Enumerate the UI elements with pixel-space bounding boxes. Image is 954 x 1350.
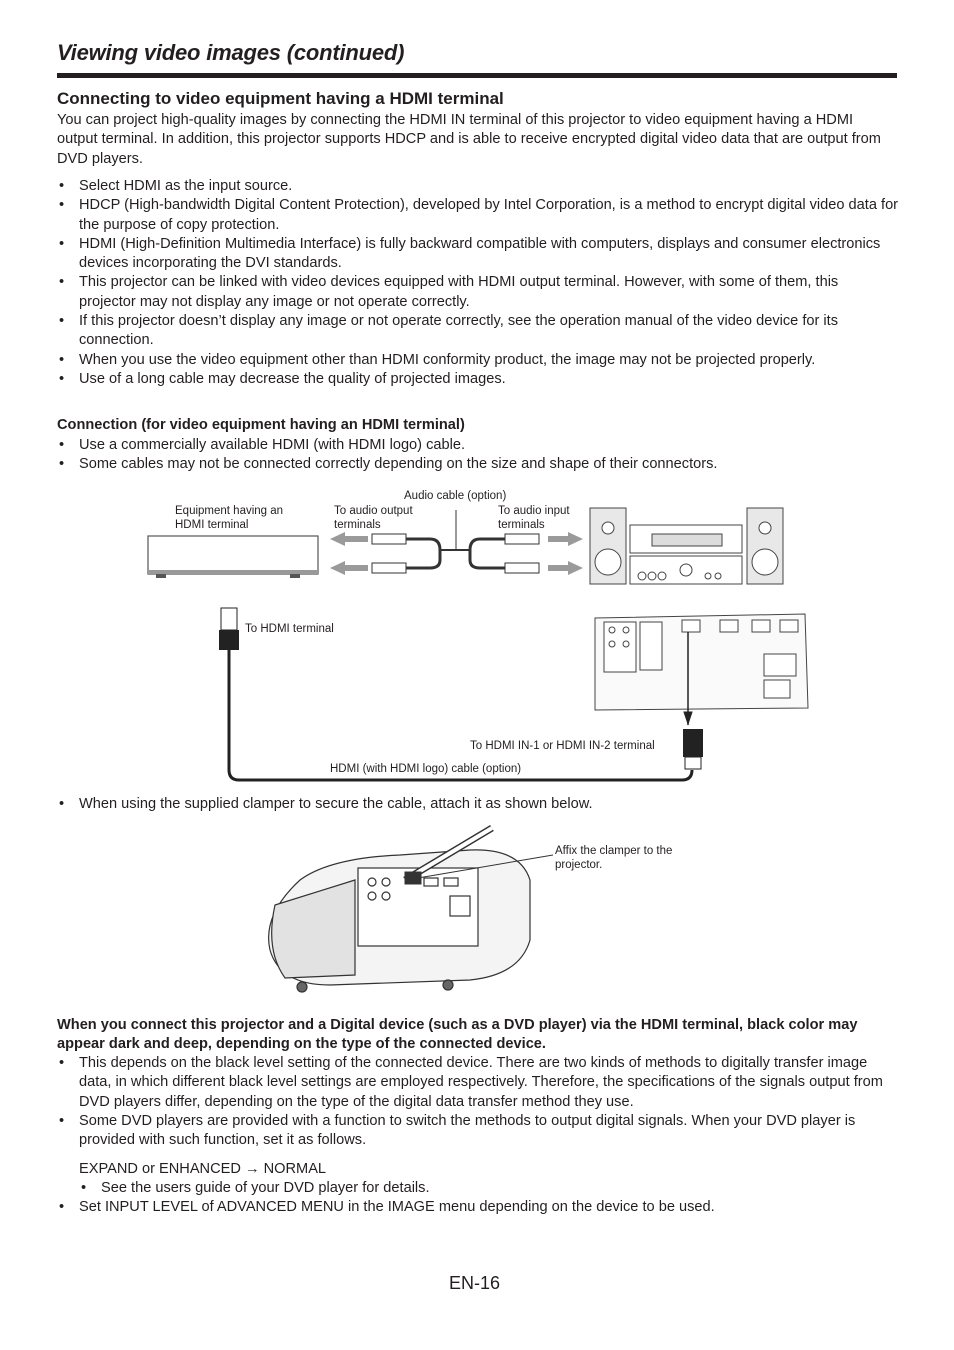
list-item: • See the users guide of your DVD player for details. [79, 1179, 779, 1198]
connection-list [57, 436, 899, 475]
page-number: EN-16 [449, 1273, 501, 1293]
list-item: • HDCP (High-bandwidth Digital Content Protection), developed by Intel Corporation, is a method to encrypt digital video data for the purpose of copy protection. [57, 196, 899, 235]
list-item: • This projector can be linked with video devices equipped with HDMI output terminal. However, with some of them, this projector may not display any image or not operate correctly. [57, 273, 899, 312]
clamper-label: Affix the clamper to the projector. [555, 845, 673, 871]
intro-paragraph: You can project high-quality images by connecting the HDMI IN terminal of this projector to video equipment having a HDMI output terminal. In addition, this projector supports HDCP and is able to receive encrypted digital video data that are output from DVD players. [57, 112, 881, 167]
hdmi-in-label: To HDMI IN-1 or HDMI IN-2 terminal [470, 740, 655, 752]
hdmi-equipment-box [148, 536, 318, 578]
list-item: • Some cables may not be connected correctly depending on the size and shape of their connectors. [57, 455, 899, 474]
list-item: • Select HDMI as the input source. [57, 177, 899, 196]
list-item: • Use a commercially available HDMI (with HDMI logo) cable. [57, 436, 899, 455]
hdmi-connector-left [219, 608, 239, 650]
connection-heading: Connection (for video equipment having an HDMI terminal) [57, 417, 465, 433]
clamper-diagram [0, 825, 954, 1000]
black-level-heading: When you connect this projector and a Digital device (such as a DVD player) via the HDMI terminal, black color may appear dark and deep, depending on the type of the connected device. [57, 1017, 858, 1053]
hdmi-cable-label: HDMI (with HDMI logo) cable (option) [330, 763, 522, 775]
list-item: • HDMI (High-Definition Multimedia Interface) is fully backward compatible with computers, displays and consumer electronics devices incorporating the DVI standards. [57, 235, 899, 274]
equipment-label: Equipment having an HDMI terminal [175, 505, 284, 531]
list-item: • When you use the video equipment other than HDMI conformity product, the image may not be projected properly. [57, 351, 899, 370]
input-level-list [57, 1198, 899, 1217]
list-item: • Set INPUT LEVEL of ADVANCED MENU in the IMAGE menu depending on the device to be used. [57, 1198, 899, 1217]
audio-in-label: To audio input terminals [498, 505, 570, 531]
hdmi-notes-list [57, 177, 899, 389]
dvd-setting: EXPAND or ENHANCED → NORMAL [79, 1161, 327, 1177]
title-rule [57, 73, 897, 78]
projector-rear-panel [595, 614, 808, 710]
list-item: • Use of a long cable may decrease the quality of projected images. [57, 370, 899, 389]
list-item: • Some DVD players are provided with a function to switch the methods to output digital signals. When your DVD player is provided with such function, set it as follows. [57, 1112, 899, 1151]
section-heading: Connecting to video equipment having a HDMI terminal [57, 89, 504, 108]
audio-cable-label: Audio cable (option) [404, 490, 507, 502]
stereo-system [590, 508, 783, 584]
list-item: • When using the supplied clamper to secure the cable, attach it as shown below. [57, 795, 899, 814]
dvd-sub-list [79, 1179, 779, 1198]
clamper-list [57, 795, 899, 814]
hdmi-terminal-label: To HDMI terminal [245, 623, 334, 635]
projector-body [269, 850, 530, 992]
hdmi-connector-right [683, 729, 703, 769]
list-item: • This depends on the black level setting of the connected device. There are two kinds of methods to digitally transfer image data, in which different black level settings are employed respectively. Therefore, the specifications of the signals output from DVD players differ, depending on the type of the digital data transfer method they use. [57, 1054, 899, 1112]
page-title: Viewing video images (continued) [57, 40, 405, 65]
list-item: • If this projector doesn’t display any image or not operate correctly, see the operation manual of the video device for its connection. [57, 312, 899, 351]
black-level-list [57, 1054, 899, 1150]
audio-out-label: To audio output terminals [334, 505, 413, 531]
